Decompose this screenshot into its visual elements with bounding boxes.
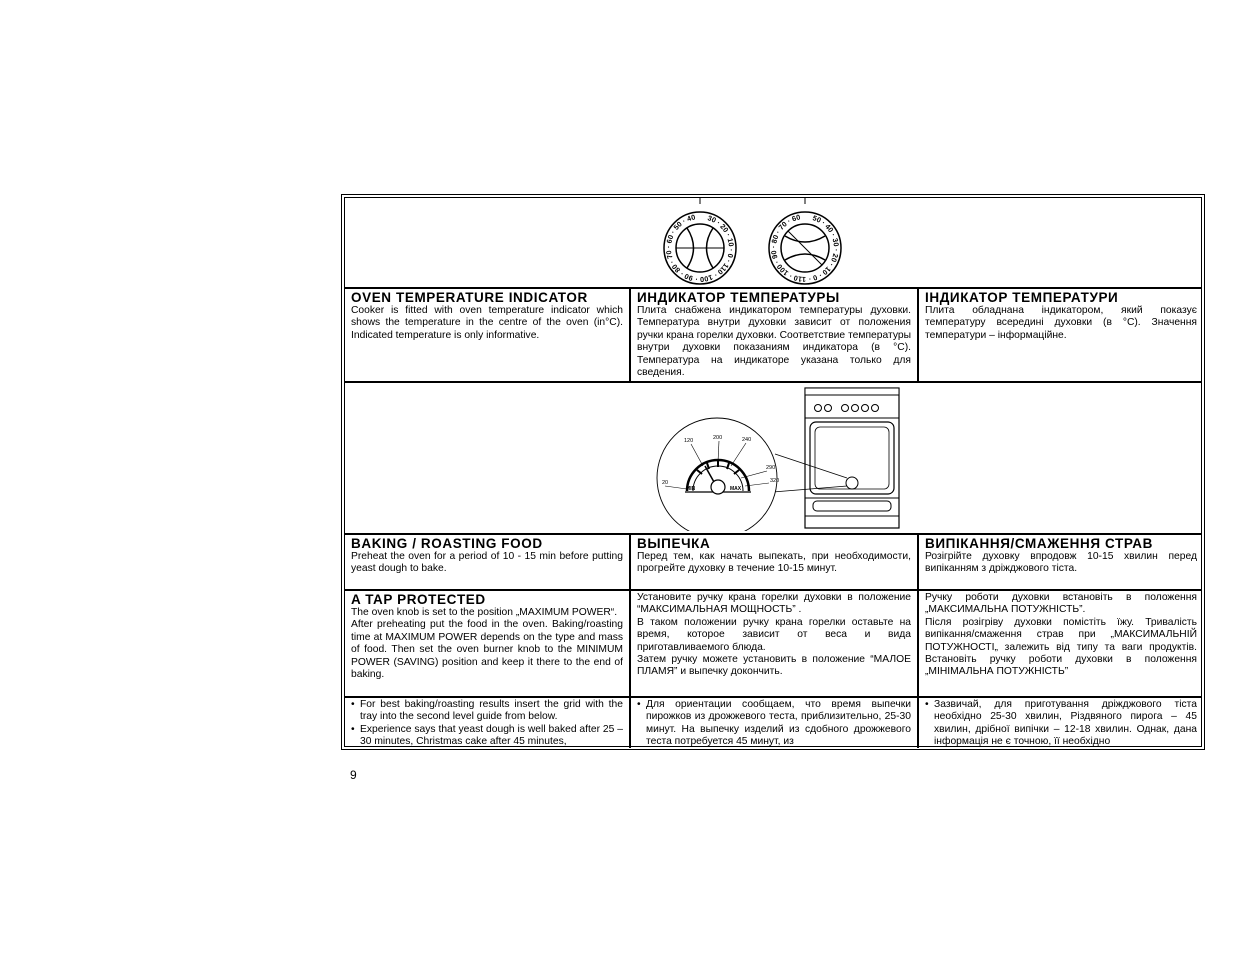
temperature-gauge-icon <box>657 418 779 531</box>
manual-table-inner <box>344 197 1202 747</box>
right-dial-scale: 50 · 40 · 30 · 20 · 10 · 0 · 110 · 100 · 90 · 80 · 70 · 60 <box>768 212 841 285</box>
row1-uk <box>919 290 1203 380</box>
row3-ru-p3: Затем ручку можете установить в положение “МАЛОЕ ПЛАМЯ” и выпечку докончить. <box>637 654 911 678</box>
rule <box>345 696 1201 698</box>
row2-ru-text: Перед тем, как начать выпекать, при необходимости, прогрейте духовку в течение 10-15 минут. <box>637 551 911 575</box>
rule <box>345 589 1201 591</box>
gauge-label-20: 20 <box>662 480 669 486</box>
row1-ru-title: ИНДИКАТОР ТЕМПЕРАТУРЫ <box>637 290 840 305</box>
row2-en-text: Preheat the oven for a period of 10 - 15 min before putting yeast dough to bake. <box>351 551 623 575</box>
row1-en-text: Cooker is fitted with oven temperature indicator which shows the temperature in the centre of the oven (in°C). Indicated temperature is only informative. <box>351 305 623 341</box>
oven-dial-illustration <box>655 198 855 286</box>
gauge-label-120: 120 <box>684 438 694 444</box>
gauge-label-max: MAX <box>730 486 742 492</box>
gauge-label-240: 240 <box>742 437 752 443</box>
row2-ru-title: ВЫПЕЧКА <box>637 536 711 551</box>
row4-ru-bullet-1: • Для ориентации сообщаем, что время выпечки пирожков из дрожжевого теста, приблизительно, 25-30 минут. На выпечку изделий из сдобного дрожжевого теста потребуется 45 минут, из <box>637 699 911 748</box>
row4-en <box>345 699 629 748</box>
row3-ru-p2: В таком положении ручку крана горелки оставьте на время, которое зависит от веса и вида приготавливаемого блюда. <box>637 616 911 653</box>
row2-en <box>345 536 629 588</box>
gauge-label-min: MIN <box>686 486 696 492</box>
page-number: 9 <box>350 768 357 782</box>
row2-uk-title: ВИПІКАННЯ/СМАЖЕННЯ СТРАВ <box>925 536 1153 551</box>
rule <box>345 381 1201 383</box>
row2-ru <box>631 536 917 588</box>
cooker-gauge-illustration <box>645 386 905 531</box>
temperature-dial-right-icon <box>769 212 841 284</box>
row3-en <box>345 592 629 695</box>
row3-uk <box>919 592 1203 695</box>
temperature-dial-left-icon <box>664 212 736 284</box>
left-dial-scale: 30 · 20 · 10 · 0 · 110 · 100 · 90 · 80 · 70 · 60 · 50 · 40 <box>663 212 736 285</box>
row4-en-bullet-1: • For best baking/roasting results insert the grid with the tray into the second level guide from below. <box>351 699 623 724</box>
row2-uk <box>919 536 1203 588</box>
row3-en-p2: After preheating put the food in the oven. Baking/roasting time at MAXIMUM POWER depends on the type and mass of food. Then set the oven burner knob to the MINIMUM POWER (SAVING) position and keep it there to the end of baking. <box>351 619 623 681</box>
oven-temperature-indicator-title: OVEN TEMPERATURE INDICATOR <box>351 290 588 305</box>
row3-ru-p1: Установите ручку крана горелки духовки в положение “МАКСИМАЛЬНАЯ МОЩНОСТЬ” . <box>637 592 911 616</box>
rule <box>345 533 1201 535</box>
row3-en-p1: The oven knob is set to the position „MAXIMUM POWER“. <box>351 607 618 618</box>
manual-table <box>341 194 1205 750</box>
gauge-label-200: 200 <box>713 435 723 441</box>
row1-ru <box>631 290 917 380</box>
row1-uk-text: Плита обладнана індикатором, який показує температуру всередині духовки (в °C). Значення температури – інформаційне. <box>925 305 1197 341</box>
row4-uk-bullet-1: • Зазвичай, для приготування дріжджового тіста необхідно 25-30 хвилин, Різдвяного пирога – 45 хвилин, дрібної випічки – 12-18 хвилин. Однак, дана інформація не є точною, її необхідно <box>925 699 1197 748</box>
baking-roasting-title: BAKING / ROASTING FOOD <box>351 536 543 551</box>
row1-uk-title: ІНДИКАТОР ТЕМПЕРАТУРИ <box>925 290 1119 305</box>
cooker-icon <box>805 388 899 528</box>
row4-en-bullet-2: • Experience says that yeast dough is well baked after 25 – 30 minutes, Christmas cake after 45 minutes, <box>351 724 623 748</box>
rule <box>345 287 1201 289</box>
row3-ru <box>631 592 917 695</box>
gauge-label-290: 290 <box>766 465 776 471</box>
row3-uk-p2: Після розігріву духовки помістіть їжу. Тривалість випікання/смаження страв при „МАКСИМАЛЬНІЙ ПОТУЖНОСТІ„ залежить від типу та ваги продуктів. Встановіть ручку роботи духовки в положення „МІНІМАЛЬНА ПОТУЖНІСТЬ” <box>925 616 1197 678</box>
row1-ru-text: Плита снабжена индикатором температуры духовки. Температура внутри духовки зависит от положения ручки крана горелки духовки. Соответствие температуры внутри духовки показаниям индикатора (в °C). Температура на индикаторе указана только для сведения. <box>637 305 911 379</box>
tap-protected-title: A TAP PROTECTED <box>351 592 486 607</box>
row1-en <box>345 290 629 380</box>
gauge-label-320: 320 <box>770 478 780 484</box>
row2-uk-text: Розігрійте духовку впродовж 10-15 хвилин перед випіканням з дріжджового тіста. <box>925 551 1197 575</box>
row4-ru <box>631 699 917 748</box>
row3-uk-p1: Ручку роботи духовки встановіть в положення „МАКСИМАЛЬНА ПОТУЖНІСТЬ”. <box>925 592 1197 616</box>
row4-uk <box>919 699 1203 748</box>
